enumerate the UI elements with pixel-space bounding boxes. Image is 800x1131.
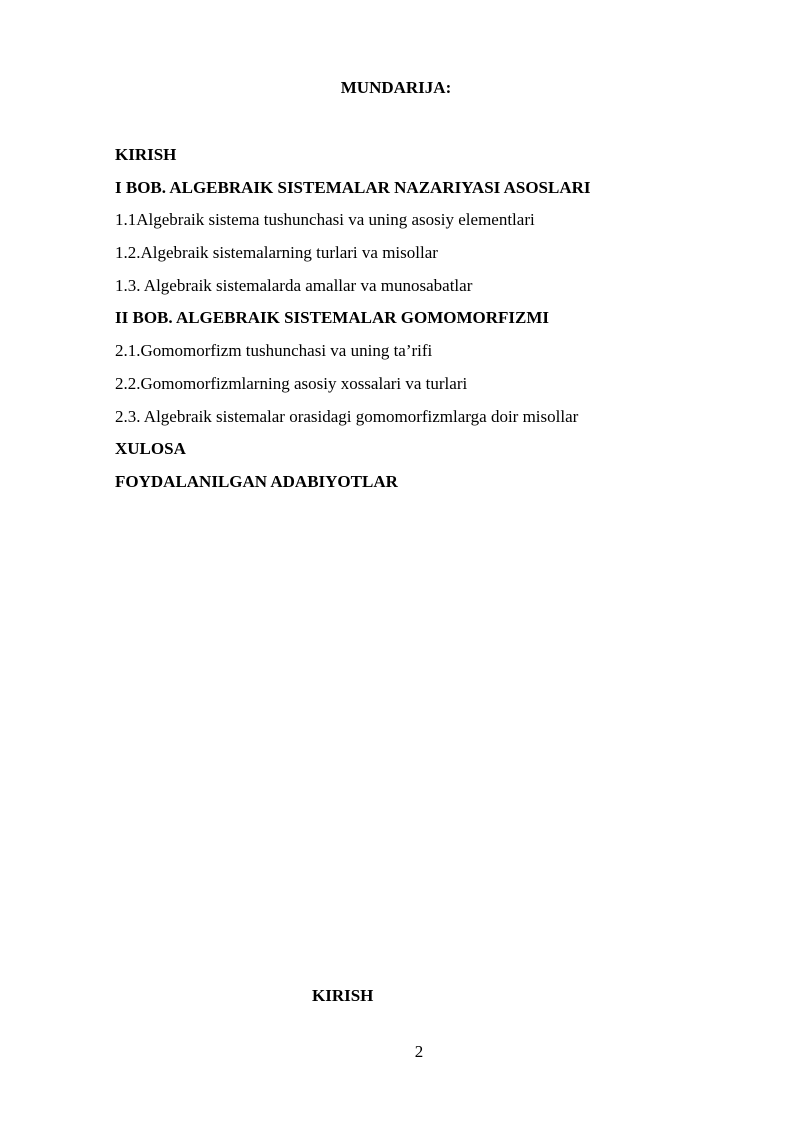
toc-entry: XULOSA (115, 439, 186, 459)
contents-title: MUNDARIJA: (340, 78, 452, 97)
toc-entry: 2.3. Algebraik sistemalar orasidagi gomomorfizmlarga doir misollar (115, 406, 579, 426)
toc-entry: 1.1Algebraik sistema tushunchasi va uning asosiy elementlari (115, 210, 535, 230)
toc-entry: 1.3. Algebraik sistemalarda amallar va munosabatlar (115, 275, 473, 295)
toc-entry: 2.1.Gomomorfizm tushunchasi va uning ta’rifi (115, 341, 433, 361)
toc-entry: 1.2.Algebraik sistemalarning turlari va misollar (115, 243, 438, 263)
toc-entry: I BOB. ALGEBRAIK SISTEMALAR NAZARIYASI ASOSLARI (115, 177, 591, 197)
toc-entry: 2.2.Gomomorfizmlarning asosiy xossalari va turlari (115, 373, 468, 393)
toc-entry: FOYDALANILGAN ADABIYOTLAR (115, 471, 398, 491)
table-of-contents (115, 143, 755, 503)
page-number: 2 (414, 1042, 424, 1061)
toc-entry: II BOB. ALGEBRAIK SISTEMALAR GOMOMORFIZMI (115, 308, 550, 328)
toc-entry: KIRISH (115, 145, 177, 164)
section-heading: KIRISH (312, 986, 374, 1005)
